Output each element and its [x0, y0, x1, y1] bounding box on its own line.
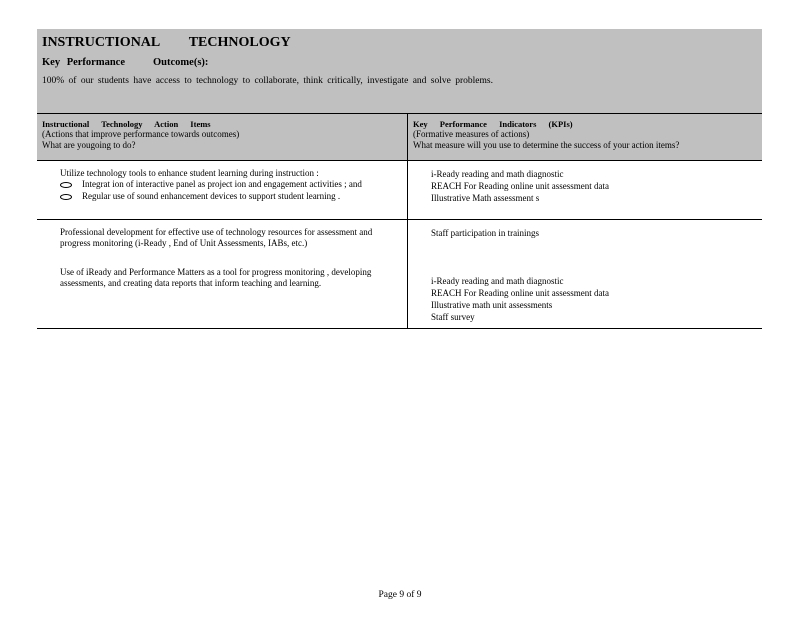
- right-header-line3: What measure will you use to determine the success of your action items?: [413, 140, 680, 150]
- kpi-text: REACH For Reading online unit assessment data: [431, 288, 609, 298]
- kpi-item: [413, 168, 757, 180]
- page-number: Page 9 of 9: [378, 590, 422, 600]
- action-subitem: [42, 191, 402, 202]
- outcome-statement: 100% of our students have access to technology to collaborate, think critically, investigate and solve problems.: [42, 76, 493, 86]
- left-header-title: Instructional Technology Action Items: [42, 119, 211, 129]
- kpi-item: [413, 311, 757, 323]
- action-items-table: [37, 113, 762, 329]
- kpi-item: [413, 180, 757, 192]
- bullet-icon: [413, 275, 431, 287]
- subitem-text: Regular use of sound enhancement devices to support student learning .: [82, 191, 341, 201]
- kpi-item: [413, 299, 757, 311]
- bullet-icon: [42, 227, 60, 249]
- action-item: [42, 168, 402, 179]
- bullet-icon: [42, 267, 60, 289]
- bullet-icon: [413, 192, 431, 204]
- table-row: [37, 220, 762, 329]
- left-header-line3: What are yougoing to do?: [42, 140, 136, 150]
- kpi-text: Illustrative math unit assessments: [431, 300, 553, 310]
- right-header-line2: (Formative measures of actions): [413, 129, 530, 139]
- outcome-heading-part1: Key Performance: [42, 57, 126, 68]
- kpi-item: [413, 287, 757, 299]
- left-header-cell: [37, 114, 408, 160]
- bullet-icon: [413, 227, 431, 239]
- bullet-icon: [413, 287, 431, 299]
- kpi-item: [413, 227, 757, 239]
- kpi-item: [413, 192, 757, 204]
- kpi-text: REACH For Reading online unit assessment data: [431, 181, 609, 191]
- kpi-text: Staff participation in trainings: [431, 228, 540, 238]
- action-item: [42, 267, 402, 289]
- subitem-text: Integrat ion of interactive panel as project ion and engagement activities ; and: [82, 179, 362, 189]
- kpi-text: Illustrative Math assessment s: [431, 193, 540, 203]
- outcome-heading-part2: Outcome(s):: [153, 57, 209, 68]
- kpi-cell: [408, 220, 762, 328]
- circle-bullet-icon: [60, 194, 72, 200]
- action-cell: [37, 220, 408, 328]
- action-text: Professional development for effective use of technology resources for assessment and progress monitoring (i-Ready , End of Unit Assessments, IABs, etc.): [60, 227, 373, 248]
- action-text: Use of iReady and Performance Matters as a tool for progress monitoring , developing assessments, and creating data reports that inform teaching and learning.: [60, 267, 372, 288]
- bullet-icon: [413, 311, 431, 323]
- action-item: [42, 227, 402, 249]
- left-header-line2: (Actions that improve performance towards outcomes): [42, 129, 240, 139]
- section-title: INSTRUCTIONAL TECHNOLOGY: [42, 35, 291, 50]
- bullet-icon: [413, 180, 431, 192]
- section-header: [37, 29, 762, 113]
- kpi-text: i-Ready reading and math diagnostic: [431, 276, 564, 286]
- circle-bullet-icon: [60, 182, 72, 188]
- table-header-row: [37, 114, 762, 161]
- kpi-text: i-Ready reading and math diagnostic: [431, 169, 564, 179]
- table-row: [37, 161, 762, 220]
- kpi-cell: [408, 161, 762, 219]
- bullet-icon: [413, 299, 431, 311]
- kpi-item: [413, 275, 757, 287]
- kpi-text: Staff survey: [431, 312, 475, 322]
- bullet-icon: [42, 168, 60, 179]
- action-text: Utilize technology tools to enhance student learning during instruction :: [60, 168, 319, 178]
- right-header-cell: [408, 114, 762, 160]
- right-header-title: Key Performance Indicators (KPIs): [413, 119, 573, 129]
- action-subitem: [42, 179, 402, 190]
- outcome-heading: [42, 57, 208, 68]
- bullet-icon: [413, 168, 431, 180]
- action-cell: [37, 161, 408, 219]
